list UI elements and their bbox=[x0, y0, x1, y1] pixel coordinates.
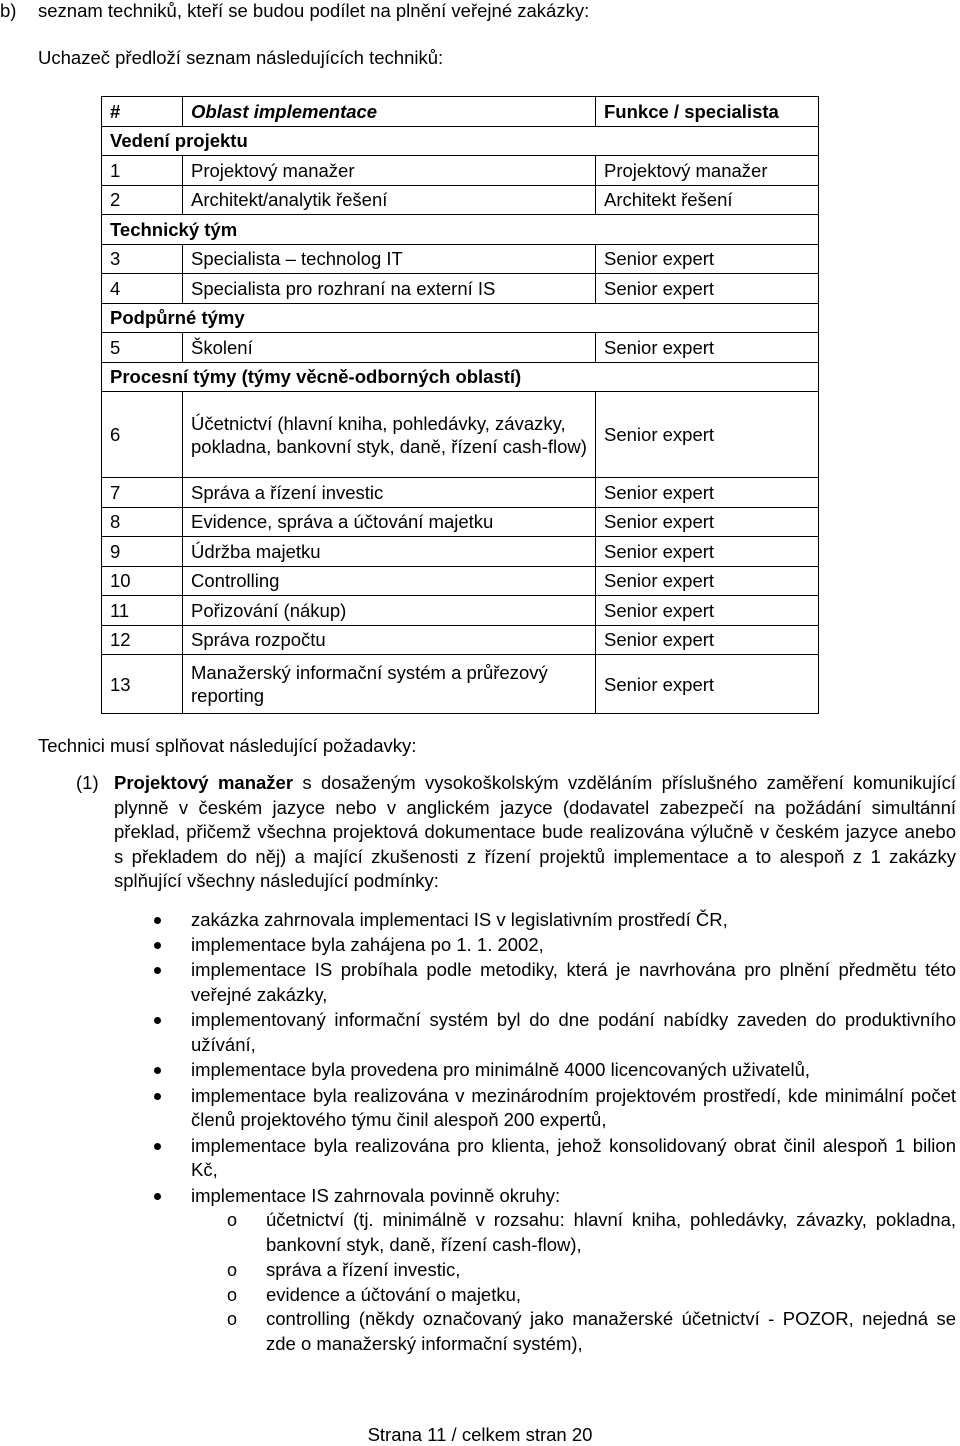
circle-bullet-icon: o bbox=[227, 1309, 238, 1330]
list-item-text: implementace byla realizována v mezinárodním projektovém prostředí, kde minimální počet členů projektového týmu činil alespoň 200 expertů, bbox=[191, 1084, 956, 1131]
cell-num: 2 bbox=[102, 185, 183, 215]
table-section-row bbox=[102, 215, 819, 245]
cell-area: Architekt/analytik řešení bbox=[183, 185, 596, 215]
requirement-paragraph bbox=[76, 771, 956, 894]
sub-list-item-text: controlling (někdy označovaný jako manažerské účetnictví - POZOR, nejedná se zde o manažerský informační systém), bbox=[266, 1308, 956, 1355]
table-row bbox=[102, 507, 819, 537]
paragraph-bold-role: Projektový manažer bbox=[114, 772, 294, 793]
table-row bbox=[102, 274, 819, 304]
cell-num: 1 bbox=[102, 156, 183, 186]
bullet-icon bbox=[154, 1143, 161, 1150]
list-item bbox=[191, 1058, 956, 1083]
bullet-icon bbox=[154, 1193, 161, 1200]
cell-role: Projektový manažer bbox=[596, 156, 819, 186]
table-row bbox=[102, 537, 819, 567]
header-area: Oblast implementace bbox=[183, 97, 596, 127]
table-row bbox=[102, 244, 819, 274]
table-row bbox=[102, 392, 819, 478]
list-item-text: implementace IS zahrnovala povinně okruhy: bbox=[191, 1184, 561, 1206]
bullet-icon bbox=[154, 1093, 161, 1100]
cell-area: Správa rozpočtu bbox=[183, 625, 596, 655]
list-item bbox=[191, 908, 956, 933]
cell-role: Senior expert bbox=[596, 655, 819, 714]
sub-list bbox=[227, 1208, 956, 1357]
bullet-icon bbox=[154, 917, 161, 924]
conditions-list bbox=[191, 908, 956, 1357]
section-label: Vedení projektu bbox=[102, 126, 819, 156]
cell-role: Senior expert bbox=[596, 625, 819, 655]
sub-list-item-text: správa a řízení investic, bbox=[266, 1258, 461, 1280]
table-row bbox=[102, 185, 819, 215]
cell-num: 6 bbox=[102, 392, 183, 478]
cell-area: Controlling bbox=[183, 566, 596, 596]
list-item-text: zakázka zahrnovala implementaci IS v legislativním prostředí ČR, bbox=[191, 909, 728, 930]
list-item-text: implementace byla zahájena po 1. 1. 2002, bbox=[191, 934, 544, 956]
section-letter: b) bbox=[0, 0, 17, 21]
cell-area: Specialista – technolog IT bbox=[183, 244, 596, 274]
bullet-icon bbox=[154, 942, 161, 949]
requirements-intro: Technici musí splňovat následující požadavky: bbox=[38, 735, 417, 756]
cell-role: Senior expert bbox=[596, 333, 819, 363]
sub-list-item bbox=[227, 1307, 956, 1357]
cell-num: 7 bbox=[102, 478, 183, 508]
bullet-icon bbox=[154, 1017, 161, 1024]
table-row bbox=[102, 596, 819, 626]
cell-role: Senior expert bbox=[596, 537, 819, 567]
page-footer: Strana 11 / celkem stran 20 bbox=[367, 1424, 593, 1445]
cell-role: Architekt řešení bbox=[596, 185, 819, 215]
table-row bbox=[102, 156, 819, 186]
cell-role: Senior expert bbox=[596, 478, 819, 508]
table-header-row bbox=[102, 97, 819, 127]
cell-area: Správa a řízení investic bbox=[183, 478, 596, 508]
sub-list-item bbox=[227, 1258, 956, 1283]
section-label: Procesní týmy (týmy věcně-odborných oblastí) bbox=[102, 362, 819, 392]
cell-num: 5 bbox=[102, 333, 183, 363]
circle-bullet-icon: o bbox=[227, 1259, 238, 1280]
cell-num: 8 bbox=[102, 507, 183, 537]
list-item bbox=[191, 1008, 956, 1058]
section-label: Podpůrné týmy bbox=[102, 303, 819, 333]
circle-bullet-icon: o bbox=[227, 1210, 238, 1231]
cell-num: 3 bbox=[102, 244, 183, 274]
sub-list-item bbox=[227, 1208, 956, 1258]
section-label: Technický tým bbox=[102, 215, 819, 245]
cell-area: Pořizování (nákup) bbox=[183, 596, 596, 626]
cell-area: Manažerský informační systém a průřezový reporting bbox=[183, 655, 596, 714]
table-row bbox=[102, 478, 819, 508]
cell-role: Senior expert bbox=[596, 274, 819, 304]
cell-num: 11 bbox=[102, 596, 183, 626]
list-item bbox=[191, 1134, 956, 1184]
list-item bbox=[191, 1184, 956, 1358]
list-item-text: implementace IS probíhala podle metodiky, která je navrhována pro plnění předmětu této veřejné zakázky, bbox=[191, 959, 956, 1006]
cell-area: Evidence, správa a účtování majetku bbox=[183, 507, 596, 537]
cell-num: 9 bbox=[102, 537, 183, 567]
sub-list-item-text: evidence a účtování o majetku, bbox=[266, 1283, 522, 1305]
list-item-text: implementace byla realizována pro klienta, jehož konsolidovaný obrat činil alespoň 1 bilion Kč, bbox=[191, 1134, 956, 1181]
sub-list-item bbox=[227, 1283, 956, 1308]
cell-role: Senior expert bbox=[596, 507, 819, 537]
table-section-row bbox=[102, 362, 819, 392]
list-item-text: implementovaný informační systém byl do dne podání nabídky zaveden do produktivního užívání, bbox=[191, 1009, 956, 1056]
cell-area: Údržba majetku bbox=[183, 537, 596, 567]
table-row bbox=[102, 566, 819, 596]
cell-num: 4 bbox=[102, 274, 183, 304]
paragraph-text: s dosaženým vysokoškolským vzděláním příslušného zaměření komunikující plynně v českém jazyce nebo v anglickém jazyce (dodavatel zabezpečí na požádání simultánní překlad, přičemž všechna projektová dokumentace bude realizována výlučně v českém jazyce anebo s překladem do něj) a mající zkušenosti z řízení projektů implementace a to alespoň z 1 zakázky splňující všechny následující podmínky: bbox=[114, 772, 956, 892]
list-item bbox=[191, 958, 956, 1008]
cell-area: Projektový manažer bbox=[183, 156, 596, 186]
cell-num: 12 bbox=[102, 625, 183, 655]
list-item bbox=[191, 933, 956, 958]
section-title: seznam techniků, kteří se budou podílet na plnění veřejné zakázky: bbox=[38, 0, 590, 21]
cell-role: Senior expert bbox=[596, 566, 819, 596]
table-row bbox=[102, 333, 819, 363]
sub-list-item-text: účetnictví (tj. minimálně v rozsahu: hlavní kniha, pohledávky, závazky, pokladna, bankovní styk, daně, řízení cash-flow), bbox=[266, 1209, 956, 1256]
cell-num: 13 bbox=[102, 655, 183, 714]
cell-area: Specialista pro rozhraní na externí IS bbox=[183, 274, 596, 304]
bullet-icon bbox=[154, 1067, 161, 1074]
bullet-icon bbox=[154, 967, 161, 974]
header-num: # bbox=[102, 97, 183, 127]
cell-area: Účetnictví (hlavní kniha, pohledávky, závazky, pokladna, bankovní styk, daně, řízení cash-flow) bbox=[183, 392, 596, 478]
cell-role: Senior expert bbox=[596, 244, 819, 274]
intro-text: Uchazeč předloží seznam následujících techniků: bbox=[38, 47, 444, 68]
header-role: Funkce / specialista bbox=[596, 97, 819, 127]
table-row bbox=[102, 625, 819, 655]
table-section-row bbox=[102, 303, 819, 333]
cell-area: Školení bbox=[183, 333, 596, 363]
list-item-text: implementace byla provedena pro minimálně 4000 licencovaných uživatelů, bbox=[191, 1059, 811, 1081]
technicians-table bbox=[101, 96, 819, 714]
cell-role: Senior expert bbox=[596, 392, 819, 478]
cell-num: 10 bbox=[102, 566, 183, 596]
table-row bbox=[102, 655, 819, 714]
circle-bullet-icon: o bbox=[227, 1284, 238, 1305]
paragraph-number: (1) bbox=[76, 772, 99, 793]
list-item bbox=[191, 1084, 956, 1134]
cell-role: Senior expert bbox=[596, 596, 819, 626]
table-section-row bbox=[102, 126, 819, 156]
